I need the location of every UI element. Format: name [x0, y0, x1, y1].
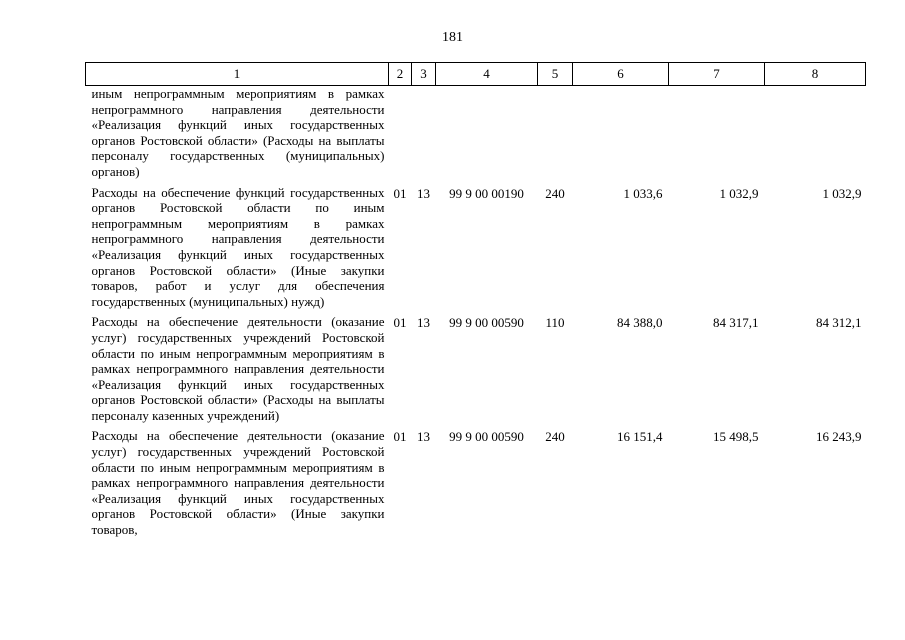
table-row — [86, 185, 866, 315]
row-section-code: 01 — [393, 429, 407, 445]
row-expense-type-code — [538, 86, 573, 185]
row-description: Расходы на обеспечение функций государственных органов Ростовской области по иным непрограммным мероприятиям в рамках непрограммного направления деятельности «Реализация функций иных государственных органов Ростовской области» (Иные закупки товаров, работ и услуг для обеспечения государственных (муниципальных) нужд) — [91, 184, 385, 309]
row-subsection-code — [412, 86, 436, 185]
row-target-article-code — [436, 86, 538, 185]
row-amount-col8: 84 312,1 — [816, 315, 862, 331]
column-header: 6 — [573, 63, 669, 86]
row-subsection-code: 13 — [417, 185, 430, 201]
row-amount-col7 — [669, 86, 765, 185]
budget-table — [85, 62, 866, 543]
table-row — [86, 314, 866, 428]
column-header: 4 — [436, 63, 538, 86]
row-target-article-code: 99 9 00 00590 — [449, 429, 524, 445]
row-expense-type-code: 240 — [545, 429, 565, 445]
page-number: 181 — [442, 30, 463, 45]
column-header: 3 — [412, 63, 436, 86]
row-amount-col7: 1 032,9 — [719, 185, 759, 201]
row-amount-col6: 84 388,0 — [617, 315, 663, 331]
column-header: 2 — [389, 63, 412, 86]
row-amount-col7: 84 317,1 — [713, 315, 759, 331]
column-header: 1 — [86, 63, 389, 86]
row-section-code: 01 — [393, 185, 407, 201]
row-amount-col8: 16 243,9 — [816, 429, 862, 445]
column-header: 7 — [669, 63, 765, 86]
row-description: иным непрограммным мероприятиям в рамках непрограммного направления деятельности «Реализация функций иных государственных органов Ростовской области» (Расходы на выплаты персоналу государственных (муниципальных) органов) — [91, 86, 385, 179]
row-expense-type-code: 110 — [545, 315, 565, 331]
table-row — [86, 86, 866, 185]
row-subsection-code: 13 — [417, 315, 430, 331]
row-expense-type-code: 240 — [545, 185, 565, 201]
column-header: 8 — [765, 63, 866, 86]
row-amount-col7: 15 498,5 — [713, 429, 759, 445]
row-section-code — [389, 86, 412, 185]
row-amount-col6: 1 033,6 — [623, 185, 663, 201]
row-target-article-code: 99 9 00 00590 — [449, 315, 524, 331]
table-header-row — [86, 63, 866, 86]
row-amount-col8 — [765, 86, 866, 185]
table-row — [86, 428, 866, 542]
row-amount-col8: 1 032,9 — [822, 185, 862, 201]
row-target-article-code: 99 9 00 00190 — [449, 185, 524, 201]
row-amount-col6 — [573, 86, 669, 185]
row-description: Расходы на обеспечение деятельности (оказание услуг) государственных учреждений Ростовской области по иным непрограммным мероприятиям в рамках непрограммного направления деятельности «Реализация функций иных государственных органов Ростовской области» (Иные закупки товаров, — [91, 428, 385, 538]
row-description: Расходы на обеспечение деятельности (оказание услуг) государственных учреждений Ростовской области по иным непрограммным мероприятиям в рамках непрограммного направления деятельности «Реализация функций иных государственных органов Ростовской области» (Расходы на выплаты персоналу казенных учреждений) — [91, 314, 385, 423]
column-header: 5 — [538, 63, 573, 86]
row-amount-col6: 16 151,4 — [617, 429, 663, 445]
row-section-code: 01 — [393, 315, 407, 331]
row-subsection-code: 13 — [417, 429, 430, 445]
